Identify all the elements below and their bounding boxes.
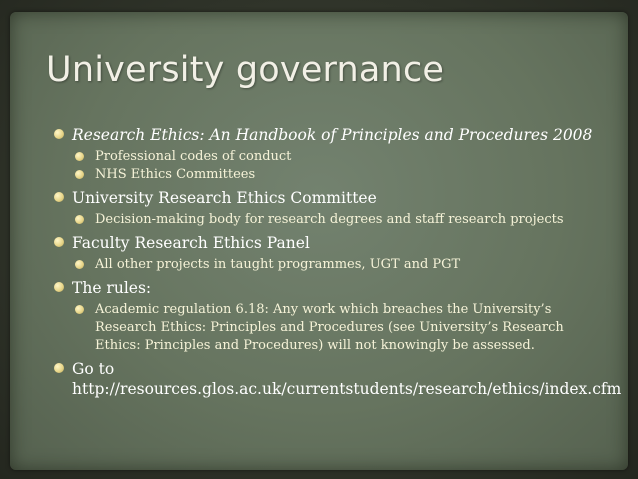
sub-bullet-icon — [75, 260, 84, 269]
bullet-list — [54, 125, 622, 402]
bullet-item-panel — [54, 233, 614, 253]
sub-bullet-item — [75, 211, 614, 229]
bullet-text: University Research Ethics Committee — [72, 189, 377, 207]
sub-bullet-text: Professional codes of conduct — [95, 149, 292, 164]
sub-bullet-text-line: Research Ethics: Principles and Procedures (see University’s Research — [95, 320, 564, 335]
sub-bullet-icon — [75, 305, 84, 314]
bullet-icon — [54, 129, 64, 139]
bullet-icon — [54, 282, 64, 292]
sub-list-handbook — [54, 148, 614, 184]
slide-panel — [10, 12, 628, 470]
sub-bullet-icon — [75, 170, 84, 179]
sub-bullet-item — [75, 256, 614, 274]
bullet-text: The rules: — [72, 279, 152, 297]
sub-bullet-text: Decision-making body for research degrees and staff research projects — [95, 212, 564, 227]
sub-bullet-text-line: Ethics: Principles and Procedures) will not knowingly be assessed. — [95, 338, 535, 353]
sub-list-panel — [54, 256, 614, 274]
sub-bullet-text: NHS Ethics Committees — [95, 167, 256, 182]
bullet-icon — [54, 192, 64, 202]
sub-bullet-text: All other projects in taught programmes, UGT and PGT — [95, 257, 461, 272]
sub-list-rules — [54, 301, 614, 355]
bullet-icon — [54, 363, 64, 373]
bullet-item-handbook — [54, 125, 614, 145]
bullet-icon — [54, 237, 64, 247]
sub-bullet-item — [75, 148, 614, 166]
sub-bullet-item — [75, 301, 614, 355]
bullet-text: Research Ethics: An Handbook of Principles and Procedures 2008 — [72, 126, 593, 144]
resource-link[interactable]: http://resources.glos.ac.uk/currentstudents/research/ethics/index.cfm — [72, 380, 622, 398]
bullet-item-rules — [54, 278, 614, 298]
sub-list-committee — [54, 211, 614, 229]
bullet-text: Faculty Research Ethics Panel — [72, 234, 310, 252]
bullet-item-committee — [54, 188, 614, 208]
bullet-text-line: Go to — [72, 360, 115, 378]
slide-title: University governance — [46, 50, 445, 90]
sub-bullet-text-line: Academic regulation 6.18: Any work which breaches the University’s — [95, 302, 552, 317]
sub-bullet-icon — [75, 215, 84, 224]
bullet-item-goto — [54, 359, 622, 399]
sub-bullet-icon — [75, 152, 84, 161]
sub-bullet-item — [75, 166, 614, 184]
